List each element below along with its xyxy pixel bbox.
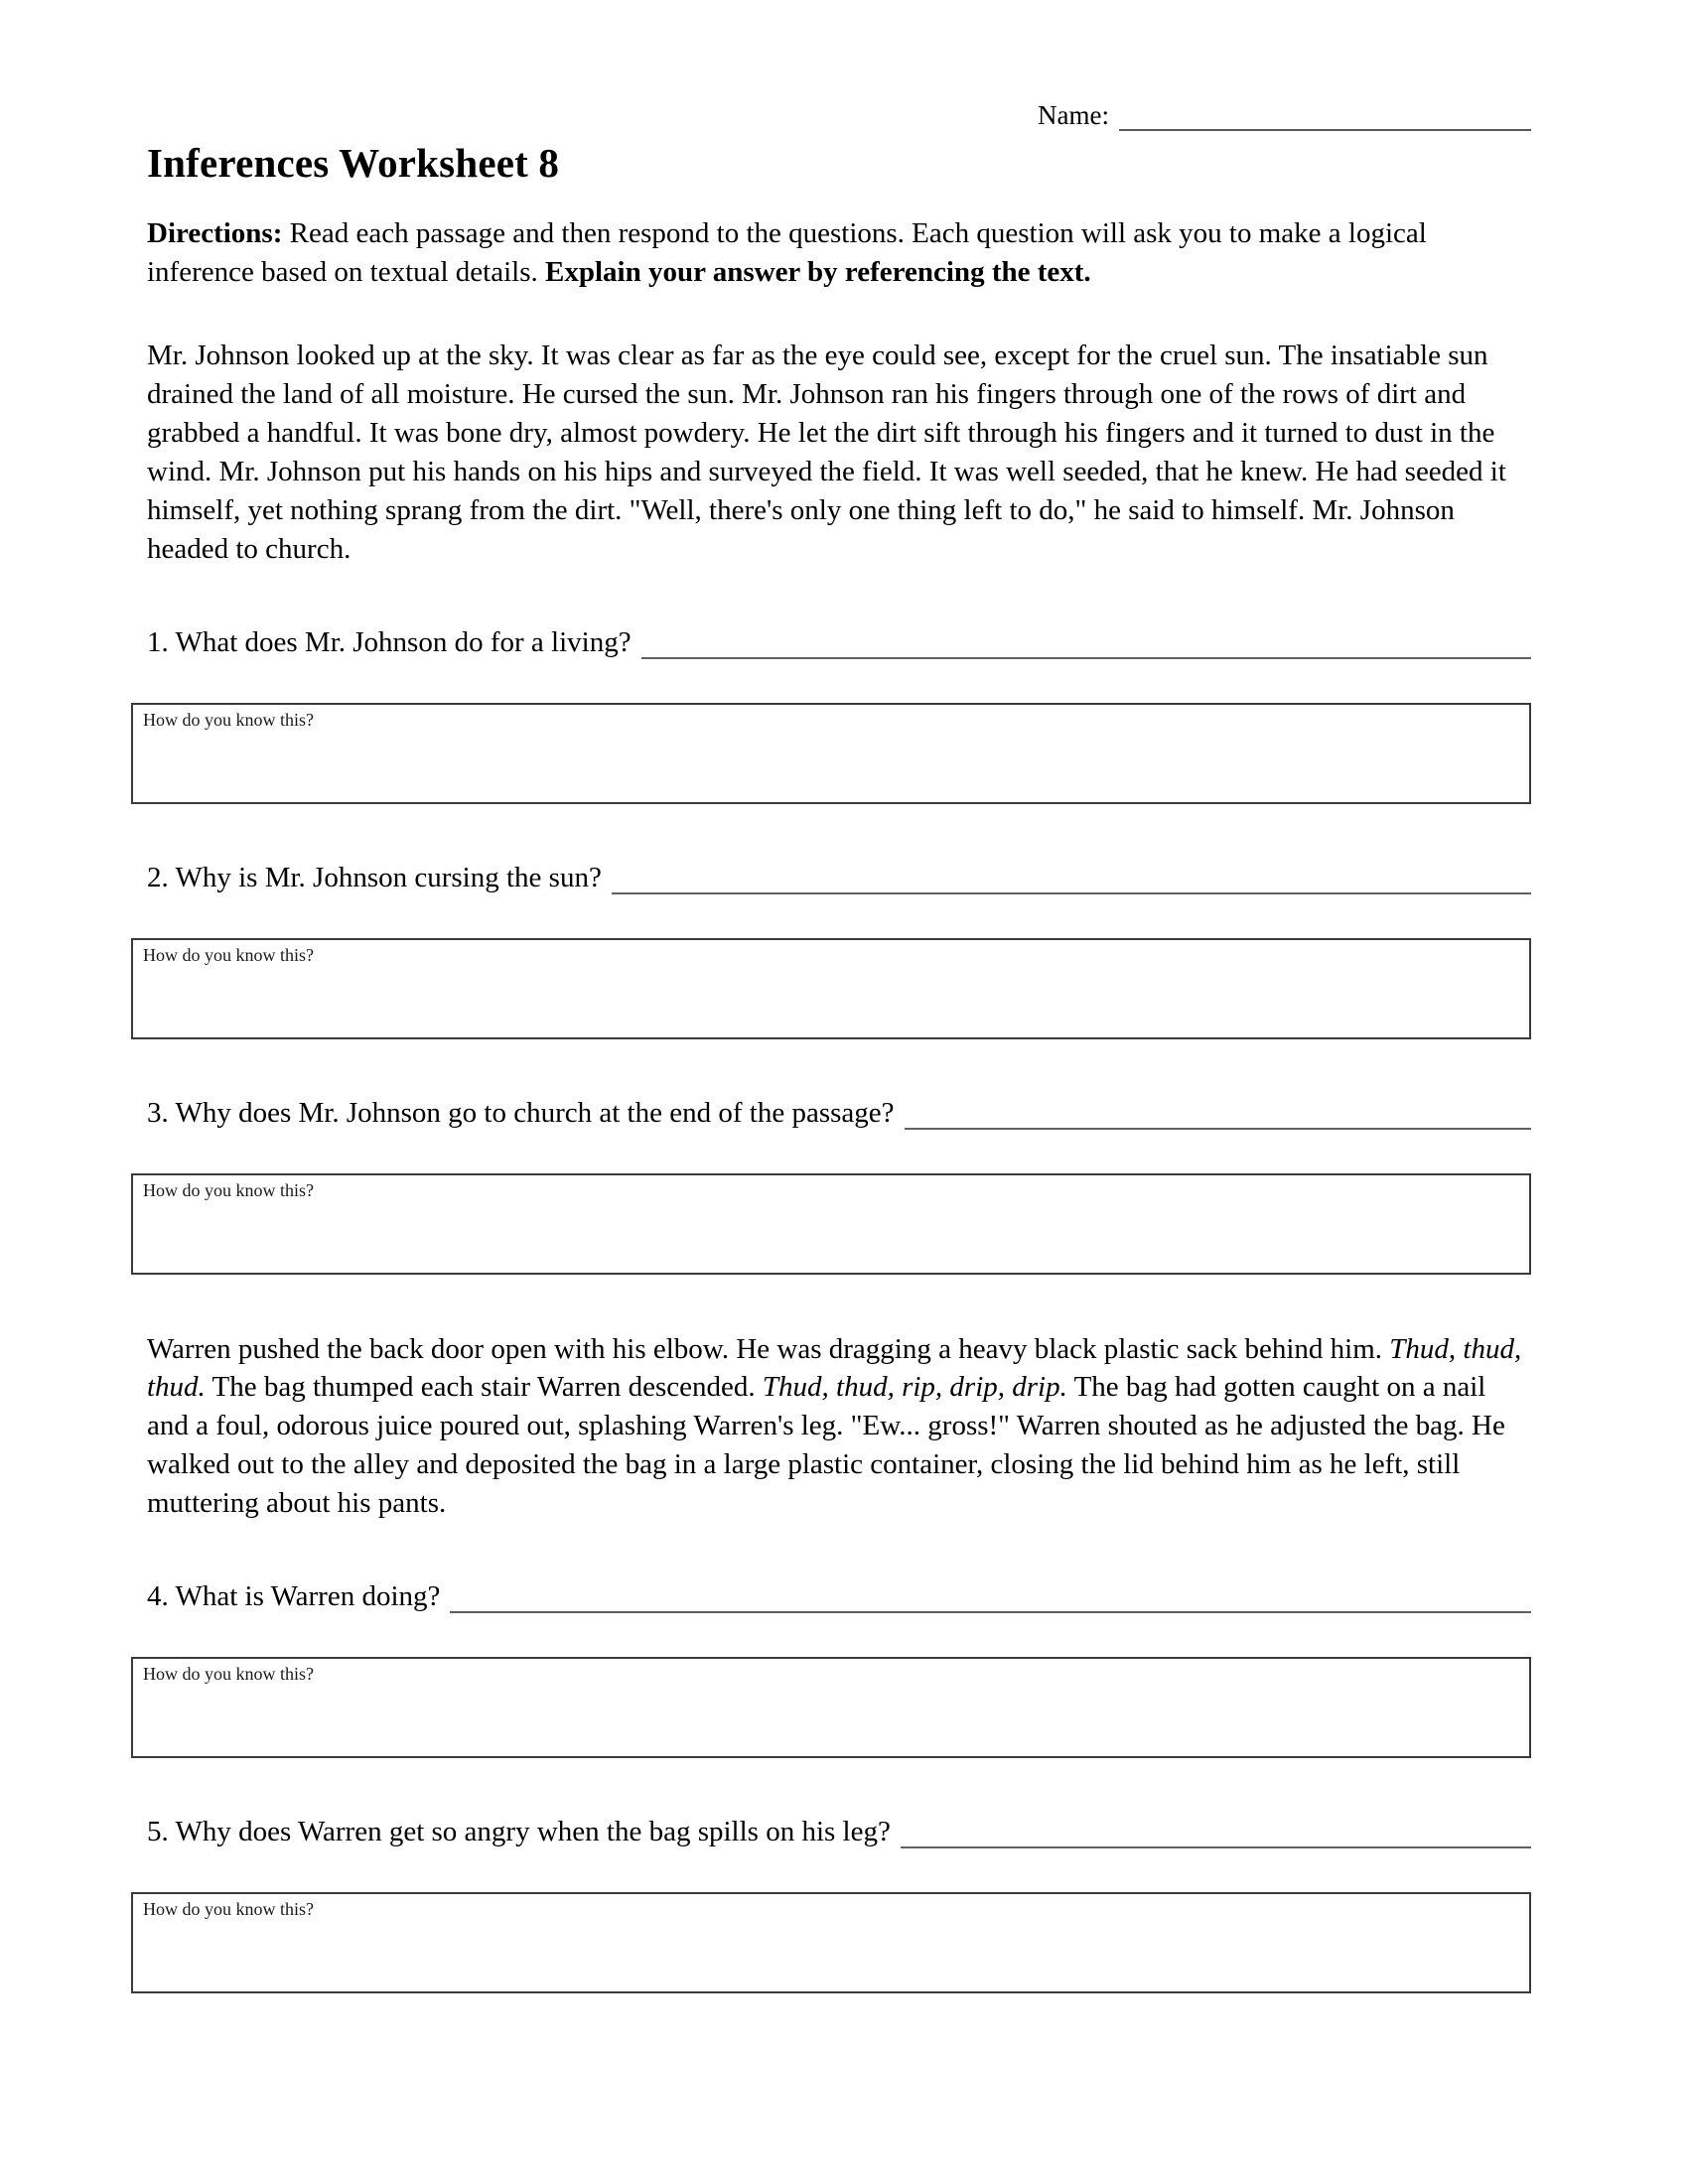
question-3-answer-line[interactable] (905, 1097, 1532, 1129)
passage-2-segment-3: The bag thumped each stair Warren descended. (205, 1371, 763, 1404)
question-3 (147, 1097, 1531, 1130)
passage-2 (147, 1330, 1531, 1523)
question-2 (147, 862, 1531, 894)
question-5-answer-line[interactable] (901, 1816, 1531, 1847)
answer-box-label: How do you know this? (143, 944, 314, 965)
passage-2-segment-5: The bag had gotten caught on a nail and a foul, odorous juice poured out, splashing Warren's leg. "Ew... gross!" Warren shouted as he adjusted the bag. He walked out to the alley and deposited the bag in a large plastic container, closing the lid behind him as he left, still muttering about his pants. (147, 1371, 1505, 1519)
directions (147, 214, 1531, 292)
passage-1 (147, 337, 1531, 568)
question-1-label: 1. What does Mr. Johnson do for a living? (147, 625, 632, 658)
question-4 (147, 1580, 1531, 1613)
question-4-label: 4. What is Warren doing? (147, 1579, 441, 1612)
question-3-label: 3. Why does Mr. Johnson go to church at the end of the passage? (147, 1096, 895, 1129)
question-1 (147, 626, 1531, 659)
directions-label: Directions: (147, 216, 283, 249)
answer-box-label: How do you know this? (143, 1179, 314, 1200)
answer-box-label: How do you know this? (143, 1898, 314, 1919)
question-1-answer-box[interactable] (131, 703, 1531, 804)
question-5-answer-box[interactable] (131, 1892, 1531, 1993)
question-2-answer-box[interactable] (131, 938, 1531, 1039)
question-1-answer-line[interactable] (641, 626, 1531, 658)
question-4-answer-line[interactable] (450, 1580, 1531, 1612)
question-5 (147, 1816, 1531, 1848)
question-4-answer-box[interactable] (131, 1657, 1531, 1758)
directions-text: Read each passage and then respond to the questions. Each question will ask you to make a logical inference based on textual details. (147, 216, 1427, 288)
name-row (147, 99, 1531, 131)
answer-box-label: How do you know this? (143, 709, 314, 730)
name-label: Name: (1038, 99, 1109, 130)
passage-2-segment-1: Warren pushed the back door open with his elbow. He was dragging a heavy black plastic sack behind him. (147, 1332, 1390, 1365)
passage-1-text: Mr. Johnson looked up at the sky. It was clear as far as the eye could see, except for the cruel sun. The insatiable sun drained the land of all moisture. He cursed the sun. Mr. Johnson ran his fingers through one of the rows of dirt and grabbed a handful. It was bone dry, almost powdery. He let the dirt sift through his fingers and it turned to dust in the wind. Mr. Johnson put his hands on his hips and surveyed the field. It was well seeded, that he knew. He had seeded it himself, yet nothing sprang from the dirt. "Well, there's only one thing left to do," he said to himself. Mr. Johnson headed to church. (147, 340, 1506, 565)
question-2-label: 2. Why is Mr. Johnson cursing the sun? (147, 861, 602, 893)
question-3-answer-box[interactable] (131, 1173, 1531, 1275)
passage-2-segment-4: Thud, thud, rip, drip, drip. (762, 1371, 1067, 1404)
passage-2-segment-2: Thud, thud, thud. (147, 1332, 1522, 1404)
question-5-label: 5. Why does Warren get so angry when the bag spills on his leg? (147, 1815, 891, 1847)
name-input-line[interactable] (1119, 99, 1531, 131)
answer-box-label: How do you know this? (143, 1663, 314, 1684)
page-title: Inferences Worksheet 8 (147, 139, 560, 186)
directions-emphasis: Explain your answer by referencing the text. (545, 255, 1091, 288)
question-2-answer-line[interactable] (612, 862, 1531, 893)
